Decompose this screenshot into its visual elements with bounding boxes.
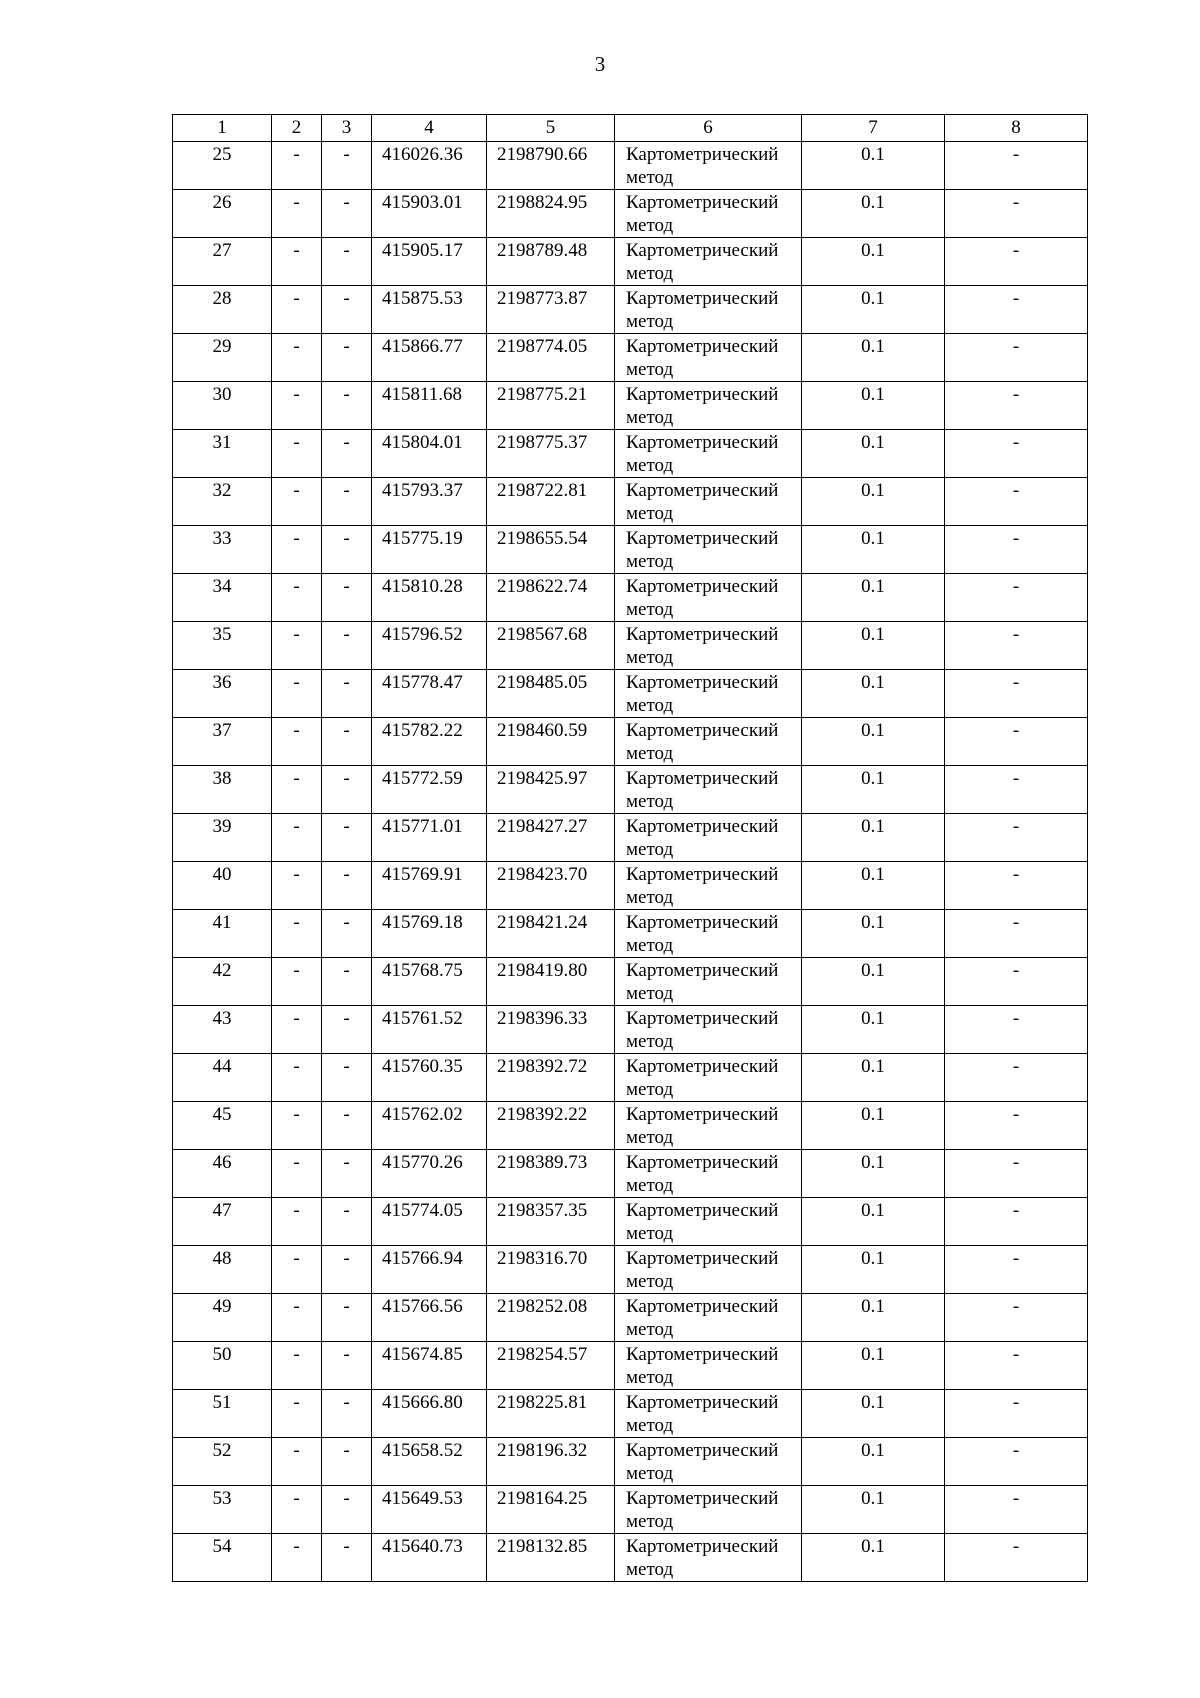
table-row xyxy=(173,142,1088,190)
cell-method: Картометрический метод xyxy=(615,1102,802,1150)
cell-column-3: - xyxy=(322,478,372,526)
cell-coordinate-x: 415793.37 xyxy=(372,478,487,526)
table-row xyxy=(173,766,1088,814)
cell-column-3: - xyxy=(322,1390,372,1438)
cell-coordinate-x: 415761.52 xyxy=(372,1006,487,1054)
cell-accuracy: 0.1 xyxy=(802,1294,945,1342)
cell-method: Картометрический метод xyxy=(615,286,802,334)
cell-coordinate-y: 2198392.22 xyxy=(487,1102,615,1150)
cell-point-number: 48 xyxy=(173,1246,272,1294)
cell-accuracy: 0.1 xyxy=(802,1438,945,1486)
cell-coordinate-y: 2198622.74 xyxy=(487,574,615,622)
cell-accuracy: 0.1 xyxy=(802,574,945,622)
cell-column-8: - xyxy=(945,622,1088,670)
cell-accuracy: 0.1 xyxy=(802,238,945,286)
cell-method: Картометрический метод xyxy=(615,1054,802,1102)
column-header: 5 xyxy=(487,115,615,142)
cell-coordinate-x: 415903.01 xyxy=(372,190,487,238)
cell-column-8: - xyxy=(945,1198,1088,1246)
cell-coordinate-y: 2198421.24 xyxy=(487,910,615,958)
table-row xyxy=(173,430,1088,478)
cell-column-8: - xyxy=(945,958,1088,1006)
cell-coordinate-y: 2198460.59 xyxy=(487,718,615,766)
cell-column-2: - xyxy=(272,1102,322,1150)
table-row xyxy=(173,286,1088,334)
table-row xyxy=(173,1294,1088,1342)
cell-column-3: - xyxy=(322,1102,372,1150)
cell-column-8: - xyxy=(945,526,1088,574)
cell-method: Картометрический метод xyxy=(615,670,802,718)
table-row xyxy=(173,622,1088,670)
cell-column-2: - xyxy=(272,958,322,1006)
cell-accuracy: 0.1 xyxy=(802,382,945,430)
cell-coordinate-x: 415782.22 xyxy=(372,718,487,766)
cell-point-number: 43 xyxy=(173,1006,272,1054)
column-header: 1 xyxy=(173,115,272,142)
table-row xyxy=(173,814,1088,862)
cell-column-8: - xyxy=(945,1534,1088,1582)
table-row xyxy=(173,334,1088,382)
table-row xyxy=(173,190,1088,238)
cell-point-number: 52 xyxy=(173,1438,272,1486)
table-row xyxy=(173,1054,1088,1102)
cell-method: Картометрический метод xyxy=(615,238,802,286)
table-row xyxy=(173,526,1088,574)
cell-coordinate-x: 416026.36 xyxy=(372,142,487,190)
cell-column-8: - xyxy=(945,718,1088,766)
cell-column-2: - xyxy=(272,862,322,910)
cell-method: Картометрический метод xyxy=(615,1150,802,1198)
cell-accuracy: 0.1 xyxy=(802,286,945,334)
cell-accuracy: 0.1 xyxy=(802,526,945,574)
cell-column-8: - xyxy=(945,1342,1088,1390)
cell-point-number: 28 xyxy=(173,286,272,334)
table-row xyxy=(173,1438,1088,1486)
cell-coordinate-y: 2198252.08 xyxy=(487,1294,615,1342)
cell-column-2: - xyxy=(272,814,322,862)
cell-point-number: 31 xyxy=(173,430,272,478)
cell-point-number: 32 xyxy=(173,478,272,526)
cell-method: Картометрический метод xyxy=(615,1534,802,1582)
cell-coordinate-x: 415866.77 xyxy=(372,334,487,382)
cell-column-8: - xyxy=(945,574,1088,622)
cell-point-number: 29 xyxy=(173,334,272,382)
cell-column-2: - xyxy=(272,334,322,382)
cell-coordinate-y: 2198824.95 xyxy=(487,190,615,238)
cell-method: Картометрический метод xyxy=(615,910,802,958)
cell-column-8: - xyxy=(945,1006,1088,1054)
cell-method: Картометрический метод xyxy=(615,430,802,478)
cell-coordinate-x: 415778.47 xyxy=(372,670,487,718)
table-row xyxy=(173,670,1088,718)
cell-column-8: - xyxy=(945,1054,1088,1102)
cell-point-number: 49 xyxy=(173,1294,272,1342)
cell-column-8: - xyxy=(945,670,1088,718)
cell-column-3: - xyxy=(322,670,372,718)
cell-accuracy: 0.1 xyxy=(802,1246,945,1294)
cell-column-3: - xyxy=(322,526,372,574)
cell-column-2: - xyxy=(272,142,322,190)
cell-coordinate-x: 415658.52 xyxy=(372,1438,487,1486)
cell-coordinate-y: 2198316.70 xyxy=(487,1246,615,1294)
cell-column-2: - xyxy=(272,1534,322,1582)
coordinates-table xyxy=(172,114,1088,1582)
cell-column-8: - xyxy=(945,1294,1088,1342)
cell-coordinate-x: 415640.73 xyxy=(372,1534,487,1582)
cell-column-3: - xyxy=(322,1534,372,1582)
cell-coordinate-x: 415666.80 xyxy=(372,1390,487,1438)
cell-accuracy: 0.1 xyxy=(802,766,945,814)
cell-coordinate-x: 415762.02 xyxy=(372,1102,487,1150)
cell-coordinate-y: 2198485.05 xyxy=(487,670,615,718)
cell-method: Картометрический метод xyxy=(615,958,802,1006)
cell-column-3: - xyxy=(322,1486,372,1534)
cell-coordinate-x: 415766.56 xyxy=(372,1294,487,1342)
cell-method: Картометрический метод xyxy=(615,382,802,430)
column-header: 6 xyxy=(615,115,802,142)
cell-method: Картометрический метод xyxy=(615,574,802,622)
column-header: 4 xyxy=(372,115,487,142)
table-row xyxy=(173,910,1088,958)
cell-accuracy: 0.1 xyxy=(802,142,945,190)
cell-coordinate-y: 2198789.48 xyxy=(487,238,615,286)
cell-column-3: - xyxy=(322,430,372,478)
cell-column-8: - xyxy=(945,1246,1088,1294)
cell-column-3: - xyxy=(322,1342,372,1390)
cell-accuracy: 0.1 xyxy=(802,1342,945,1390)
cell-column-2: - xyxy=(272,238,322,286)
cell-column-8: - xyxy=(945,1438,1088,1486)
cell-column-2: - xyxy=(272,574,322,622)
table-row xyxy=(173,1102,1088,1150)
cell-column-2: - xyxy=(272,382,322,430)
cell-point-number: 47 xyxy=(173,1198,272,1246)
cell-coordinate-x: 415769.91 xyxy=(372,862,487,910)
cell-column-8: - xyxy=(945,142,1088,190)
cell-point-number: 50 xyxy=(173,1342,272,1390)
cell-coordinate-y: 2198396.33 xyxy=(487,1006,615,1054)
cell-coordinate-y: 2198775.37 xyxy=(487,430,615,478)
cell-point-number: 54 xyxy=(173,1534,272,1582)
cell-point-number: 38 xyxy=(173,766,272,814)
cell-column-2: - xyxy=(272,718,322,766)
cell-column-8: - xyxy=(945,766,1088,814)
cell-method: Картометрический метод xyxy=(615,142,802,190)
cell-coordinate-y: 2198357.35 xyxy=(487,1198,615,1246)
cell-coordinate-y: 2198132.85 xyxy=(487,1534,615,1582)
cell-point-number: 33 xyxy=(173,526,272,574)
cell-column-2: - xyxy=(272,1342,322,1390)
cell-column-2: - xyxy=(272,766,322,814)
cell-method: Картометрический метод xyxy=(615,862,802,910)
cell-column-2: - xyxy=(272,1150,322,1198)
cell-coordinate-x: 415810.28 xyxy=(372,574,487,622)
cell-coordinate-y: 2198774.05 xyxy=(487,334,615,382)
cell-method: Картометрический метод xyxy=(615,1438,802,1486)
cell-column-3: - xyxy=(322,910,372,958)
table-row xyxy=(173,1342,1088,1390)
cell-column-8: - xyxy=(945,478,1088,526)
cell-column-2: - xyxy=(272,1486,322,1534)
table-row xyxy=(173,382,1088,430)
table-row xyxy=(173,1534,1088,1582)
cell-column-8: - xyxy=(945,1486,1088,1534)
table-row xyxy=(173,958,1088,1006)
cell-accuracy: 0.1 xyxy=(802,478,945,526)
cell-point-number: 27 xyxy=(173,238,272,286)
cell-coordinate-y: 2198225.81 xyxy=(487,1390,615,1438)
table-header xyxy=(173,115,1088,142)
table-row xyxy=(173,1198,1088,1246)
cell-column-2: - xyxy=(272,1438,322,1486)
cell-column-2: - xyxy=(272,670,322,718)
cell-coordinate-y: 2198164.25 xyxy=(487,1486,615,1534)
cell-coordinate-x: 415771.01 xyxy=(372,814,487,862)
cell-accuracy: 0.1 xyxy=(802,334,945,382)
table-row xyxy=(173,1390,1088,1438)
cell-column-3: - xyxy=(322,1150,372,1198)
cell-point-number: 36 xyxy=(173,670,272,718)
cell-point-number: 35 xyxy=(173,622,272,670)
cell-coordinate-y: 2198423.70 xyxy=(487,862,615,910)
cell-coordinate-y: 2198425.97 xyxy=(487,766,615,814)
cell-point-number: 45 xyxy=(173,1102,272,1150)
cell-coordinate-x: 415775.19 xyxy=(372,526,487,574)
cell-accuracy: 0.1 xyxy=(802,622,945,670)
cell-column-2: - xyxy=(272,430,322,478)
cell-accuracy: 0.1 xyxy=(802,910,945,958)
table-body xyxy=(173,142,1088,1582)
cell-point-number: 42 xyxy=(173,958,272,1006)
cell-coordinate-y: 2198775.21 xyxy=(487,382,615,430)
cell-method: Картометрический метод xyxy=(615,1198,802,1246)
column-header: 8 xyxy=(945,115,1088,142)
cell-point-number: 40 xyxy=(173,862,272,910)
cell-point-number: 25 xyxy=(173,142,272,190)
cell-method: Картометрический метод xyxy=(615,526,802,574)
cell-coordinate-y: 2198722.81 xyxy=(487,478,615,526)
table-row xyxy=(173,1246,1088,1294)
cell-accuracy: 0.1 xyxy=(802,718,945,766)
cell-column-2: - xyxy=(272,526,322,574)
cell-accuracy: 0.1 xyxy=(802,1150,945,1198)
cell-accuracy: 0.1 xyxy=(802,190,945,238)
cell-column-3: - xyxy=(322,1246,372,1294)
cell-method: Картометрический метод xyxy=(615,1342,802,1390)
cell-coordinate-y: 2198389.73 xyxy=(487,1150,615,1198)
cell-point-number: 39 xyxy=(173,814,272,862)
cell-method: Картометрический метод xyxy=(615,814,802,862)
table-row xyxy=(173,1006,1088,1054)
cell-column-2: - xyxy=(272,910,322,958)
cell-column-3: - xyxy=(322,574,372,622)
cell-coordinate-x: 415766.94 xyxy=(372,1246,487,1294)
cell-column-2: - xyxy=(272,1198,322,1246)
cell-accuracy: 0.1 xyxy=(802,1534,945,1582)
cell-method: Картометрический метод xyxy=(615,1294,802,1342)
cell-column-3: - xyxy=(322,814,372,862)
cell-point-number: 44 xyxy=(173,1054,272,1102)
cell-point-number: 30 xyxy=(173,382,272,430)
cell-column-8: - xyxy=(945,382,1088,430)
table-row xyxy=(173,1486,1088,1534)
cell-method: Картометрический метод xyxy=(615,1486,802,1534)
cell-coordinate-y: 2198773.87 xyxy=(487,286,615,334)
cell-accuracy: 0.1 xyxy=(802,1198,945,1246)
cell-coordinate-x: 415875.53 xyxy=(372,286,487,334)
cell-column-8: - xyxy=(945,1390,1088,1438)
table-row xyxy=(173,478,1088,526)
header-row xyxy=(173,115,1088,142)
cell-point-number: 51 xyxy=(173,1390,272,1438)
table-row xyxy=(173,1150,1088,1198)
cell-point-number: 34 xyxy=(173,574,272,622)
cell-accuracy: 0.1 xyxy=(802,814,945,862)
cell-method: Картометрический метод xyxy=(615,766,802,814)
table-row xyxy=(173,862,1088,910)
cell-column-8: - xyxy=(945,910,1088,958)
cell-method: Картометрический метод xyxy=(615,334,802,382)
cell-accuracy: 0.1 xyxy=(802,1486,945,1534)
cell-coordinate-x: 415649.53 xyxy=(372,1486,487,1534)
cell-column-3: - xyxy=(322,1294,372,1342)
cell-accuracy: 0.1 xyxy=(802,670,945,718)
cell-method: Картометрический метод xyxy=(615,1006,802,1054)
cell-point-number: 53 xyxy=(173,1486,272,1534)
cell-method: Картометрический метод xyxy=(615,1246,802,1294)
cell-column-2: - xyxy=(272,1006,322,1054)
cell-column-8: - xyxy=(945,334,1088,382)
cell-column-8: - xyxy=(945,286,1088,334)
cell-column-3: - xyxy=(322,1198,372,1246)
cell-column-8: - xyxy=(945,814,1088,862)
cell-coordinate-x: 415804.01 xyxy=(372,430,487,478)
cell-column-2: - xyxy=(272,1246,322,1294)
cell-method: Картометрический метод xyxy=(615,190,802,238)
cell-coordinate-x: 415769.18 xyxy=(372,910,487,958)
cell-method: Картометрический метод xyxy=(615,718,802,766)
cell-column-2: - xyxy=(272,1294,322,1342)
table-row xyxy=(173,574,1088,622)
cell-column-2: - xyxy=(272,1054,322,1102)
cell-column-3: - xyxy=(322,238,372,286)
cell-coordinate-y: 2198392.72 xyxy=(487,1054,615,1102)
cell-method: Картометрический метод xyxy=(615,478,802,526)
cell-column-3: - xyxy=(322,1054,372,1102)
column-header: 2 xyxy=(272,115,322,142)
cell-coordinate-y: 2198790.66 xyxy=(487,142,615,190)
cell-accuracy: 0.1 xyxy=(802,1054,945,1102)
cell-coordinate-y: 2198655.54 xyxy=(487,526,615,574)
column-header: 3 xyxy=(322,115,372,142)
cell-column-8: - xyxy=(945,862,1088,910)
page-number: 3 xyxy=(594,52,606,76)
cell-coordinate-y: 2198419.80 xyxy=(487,958,615,1006)
cell-accuracy: 0.1 xyxy=(802,1006,945,1054)
cell-point-number: 37 xyxy=(173,718,272,766)
cell-column-3: - xyxy=(322,334,372,382)
cell-column-3: - xyxy=(322,190,372,238)
cell-column-8: - xyxy=(945,1102,1088,1150)
cell-accuracy: 0.1 xyxy=(802,862,945,910)
cell-column-2: - xyxy=(272,1390,322,1438)
cell-column-8: - xyxy=(945,190,1088,238)
cell-coordinate-x: 415905.17 xyxy=(372,238,487,286)
cell-coordinate-x: 415760.35 xyxy=(372,1054,487,1102)
cell-point-number: 26 xyxy=(173,190,272,238)
cell-coordinate-x: 415796.52 xyxy=(372,622,487,670)
cell-method: Картометрический метод xyxy=(615,622,802,670)
cell-column-2: - xyxy=(272,478,322,526)
cell-column-3: - xyxy=(322,862,372,910)
cell-column-2: - xyxy=(272,622,322,670)
cell-point-number: 46 xyxy=(173,1150,272,1198)
cell-column-3: - xyxy=(322,1006,372,1054)
cell-coordinate-x: 415772.59 xyxy=(372,766,487,814)
table-row xyxy=(173,718,1088,766)
cell-coordinate-x: 415774.05 xyxy=(372,1198,487,1246)
cell-column-2: - xyxy=(272,190,322,238)
cell-coordinate-x: 415768.75 xyxy=(372,958,487,1006)
cell-column-8: - xyxy=(945,430,1088,478)
cell-column-3: - xyxy=(322,142,372,190)
cell-column-3: - xyxy=(322,1438,372,1486)
cell-column-2: - xyxy=(272,286,322,334)
cell-coordinate-x: 415811.68 xyxy=(372,382,487,430)
cell-column-3: - xyxy=(322,286,372,334)
cell-coordinate-y: 2198196.32 xyxy=(487,1438,615,1486)
cell-column-3: - xyxy=(322,622,372,670)
cell-column-3: - xyxy=(322,958,372,1006)
cell-accuracy: 0.1 xyxy=(802,958,945,1006)
cell-accuracy: 0.1 xyxy=(802,1390,945,1438)
cell-coordinate-y: 2198254.57 xyxy=(487,1342,615,1390)
table-row xyxy=(173,238,1088,286)
cell-column-3: - xyxy=(322,382,372,430)
cell-point-number: 41 xyxy=(173,910,272,958)
cell-column-8: - xyxy=(945,1150,1088,1198)
cell-column-3: - xyxy=(322,718,372,766)
cell-method: Картометрический метод xyxy=(615,1390,802,1438)
cell-accuracy: 0.1 xyxy=(802,1102,945,1150)
cell-coordinate-x: 415674.85 xyxy=(372,1342,487,1390)
cell-coordinate-y: 2198567.68 xyxy=(487,622,615,670)
cell-accuracy: 0.1 xyxy=(802,430,945,478)
cell-column-3: - xyxy=(322,766,372,814)
cell-coordinate-y: 2198427.27 xyxy=(487,814,615,862)
column-header: 7 xyxy=(802,115,945,142)
cell-coordinate-x: 415770.26 xyxy=(372,1150,487,1198)
cell-column-8: - xyxy=(945,238,1088,286)
